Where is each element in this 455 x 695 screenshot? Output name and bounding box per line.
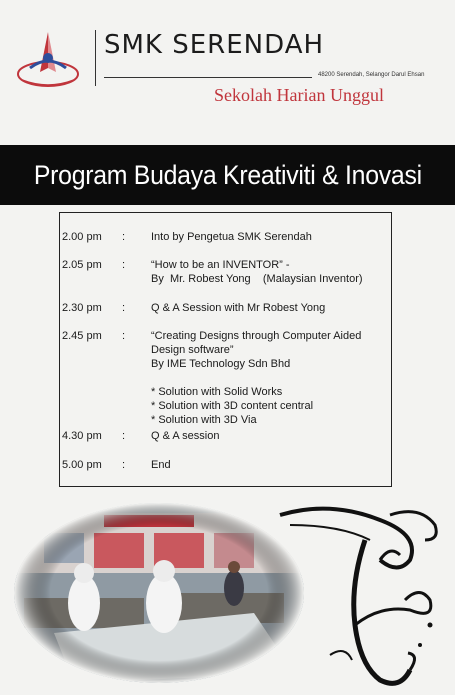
schedule-description: “How to be an INVENTOR” - By Mr. Robest Yong (Malaysian Inventor): [151, 259, 363, 285]
schedule-description: “Creating Designs through Computer Aided Design software” By IME Technology Sdn Bhd * Solution with Solid Works * Solution with 3D content central * Solution with 3D Via: [151, 330, 362, 426]
school-name: SMK SERENDAH: [104, 30, 325, 60]
school-address: 48200 Serendah, Selangor Darul Ehsan: [318, 72, 425, 78]
schedule-time: 4.30 pm: [62, 430, 102, 442]
schedule-colon: :: [122, 430, 126, 442]
program-banner: [0, 145, 455, 205]
schedule-description: End: [151, 459, 171, 471]
schedule-box: [59, 212, 392, 487]
schedule-colon: :: [122, 231, 126, 243]
schedule-time: 2.30 pm: [62, 302, 102, 314]
header-divider-horizontal: [104, 77, 312, 78]
schedule-time: 2.45 pm: [62, 330, 102, 342]
schedule-colon: :: [122, 330, 126, 342]
school-logo: [12, 28, 84, 94]
schedule-colon: :: [122, 459, 126, 471]
schedule-description: Q & A Session with Mr Robest Yong: [151, 302, 326, 314]
schedule-time: 2.00 pm: [62, 231, 102, 243]
schedule-colon: :: [122, 259, 126, 271]
program-title: Program Budaya Kreativiti & Inovasi: [33, 159, 422, 190]
schedule-time: 5.00 pm: [62, 459, 102, 471]
schedule-colon: :: [122, 302, 126, 314]
school-tagline: Sekolah Harian Unggul: [214, 85, 384, 105]
schedule-description: Q & A session: [151, 430, 220, 442]
classroom-photo: [14, 503, 304, 683]
header-divider-vertical: [95, 30, 96, 86]
decorative-swirl-ornament: [270, 505, 450, 690]
schedule-description: Into by Pengetua SMK Serendah: [151, 231, 312, 243]
schedule-time: 2.05 pm: [62, 259, 102, 271]
